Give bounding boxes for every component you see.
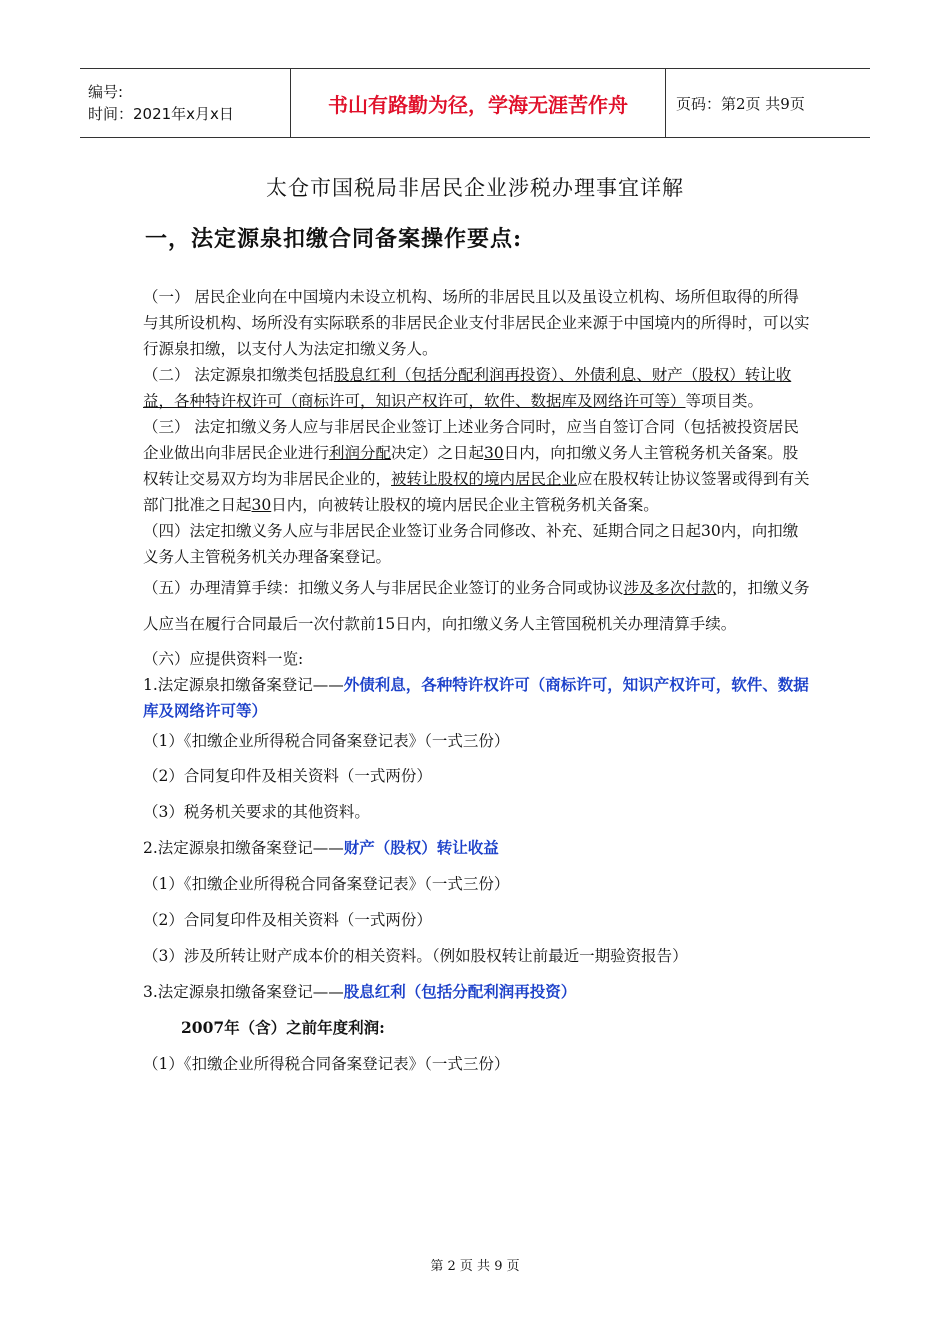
paragraph-6: （六）应提供资料一览: — [143, 650, 304, 668]
paragraph-5: （五）办理清算手续：扣缴义务人与非居民企业签订的业务合同或协议涉及多次付款的，扣缴义务人应当在履行合同最后一次付款前15日内，向扣缴义务人主管国税机关办理清算手续。 — [143, 579, 810, 633]
paragraph-4: （四）法定扣缴义务人应与非居民企业签订业务合同修改、补充、延期合同之日起30内，向扣缴义务人主管税务机关办理备案登记。 — [143, 522, 799, 566]
header-meta — [80, 69, 291, 137]
item-3-subheading: 2007年（含）之前年度利润: — [181, 1018, 385, 1037]
item-3-heading: 3.法定源泉扣缴备案登记——股息红利（包括分配利润再投资） — [143, 982, 577, 1001]
page-footer: 第 2 页 共 9 页 — [430, 1259, 520, 1274]
item-1-heading: 1.法定源泉扣缴备案登记——外债利息，各种特许权许可（商标许可，知识产权许可，软件、数据库及网络许可等） — [143, 675, 809, 720]
header-page-info: 页码：第2页 共9页 — [676, 94, 805, 113]
paragraph-3: （三） 法定扣缴义务人应与非居民企业签订上述业务合同时，应当自签订合同（包括被投资居民企业做出向非居民企业进行利润分配决定）之日起30日内，向扣缴义务人主管税务机关备案。股权转让交易双方均为非居民企业的，被转让股权的境内居民企业应在股权转让协议签署或得到有关部门批准之日起30日内，向被转让股权的境内居民企业主管税务机关备案。 — [143, 418, 810, 514]
item-2-line-1: （1）《扣缴企业所得税合同备案登记表》（一式三份） — [143, 875, 510, 893]
document-body — [143, 284, 811, 1082]
time-label: 时间：2021年x月x日 — [88, 105, 234, 123]
item-3-line-1: （1）《扣缴企业所得税合同备案登记表》（一式三份） — [143, 1055, 510, 1073]
item-2-line-3: （3）涉及所转让财产成本价的相关资料。（例如股权转让前最近一期验资报告） — [143, 947, 688, 965]
motto-text: 书山有路勤为径，学海无涯苦作舟 — [328, 92, 628, 117]
page-header — [80, 68, 870, 138]
item-2-line-2: （2）合同复印件及相关资料（一式两份） — [143, 911, 432, 929]
number-label: 编号: — [88, 83, 124, 101]
document-title: 太仓市国税局非居民企业涉税办理事宜详解 — [266, 176, 684, 200]
item-1-line-1: （1）《扣缴企业所得税合同备案登记表》（一式三份） — [143, 732, 510, 750]
paragraph-2: （二） 法定源泉扣缴类包括股息红利（包括分配利润再投资）、外债利息、财产（股权）转让收益，各种特许权许可（商标许可，知识产权许可，软件、数据库及网络许可等）等项目类。 — [143, 366, 792, 410]
section-heading: 一，法定源泉扣缴合同备案操作要点: — [145, 226, 523, 252]
item-2-heading: 2.法定源泉扣缴备案登记——财产（股权）转让收益 — [143, 838, 499, 857]
item-1-line-2: （2）合同复印件及相关资料（一式两份） — [143, 767, 432, 785]
item-1-line-3: （3）税务机关要求的其他资料。 — [143, 803, 370, 821]
header-motto — [291, 69, 666, 137]
paragraph-1: （一） 居民企业向在中国境内未设立机构、场所的非居民且以及虽设立机构、场所但取得的所得与其所设机构、场所没有实际联系的非居民企业支付非居民企业来源于中国境内的所得时，可以实行源泉扣缴，以支付人为法定扣缴义务人。 — [143, 288, 810, 358]
